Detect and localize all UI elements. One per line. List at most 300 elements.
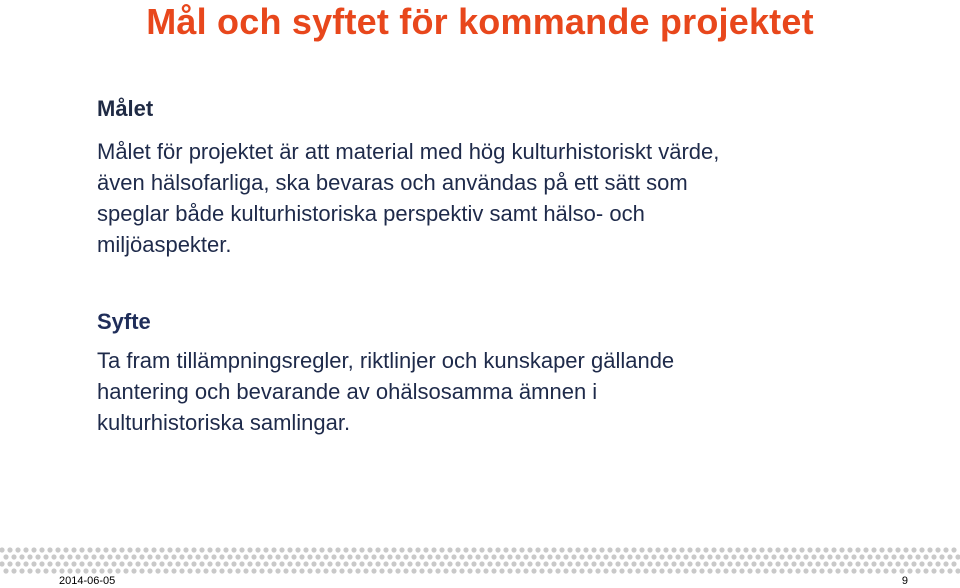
decorative-dot — [815, 547, 820, 552]
decorative-dot — [403, 554, 408, 559]
decorative-dot — [651, 554, 656, 559]
decorative-dot — [683, 554, 688, 559]
decorative-dot — [295, 547, 300, 552]
decorative-dot — [875, 554, 880, 559]
decorative-dot — [907, 554, 912, 559]
decorative-dot — [315, 568, 320, 573]
decorative-dot — [99, 568, 104, 573]
decorative-dot — [399, 561, 404, 566]
decorative-dot — [435, 568, 440, 573]
decorative-dot — [543, 547, 548, 552]
decorative-dot — [795, 568, 800, 573]
decorative-dot — [631, 547, 636, 552]
decorative-dot — [807, 561, 812, 566]
decorative-dot — [927, 547, 932, 552]
decorative-dot — [331, 568, 336, 573]
decorative-dot — [891, 568, 896, 573]
decorative-dot — [635, 554, 640, 559]
section-heading-syfte: Syfte — [97, 309, 151, 334]
decorative-dot — [539, 568, 544, 573]
decorative-dot — [475, 568, 480, 573]
decorative-dot — [827, 554, 832, 559]
decorative-dot — [379, 554, 384, 559]
decorative-dot — [0, 547, 5, 552]
decorative-dot — [919, 561, 924, 566]
decorative-dot — [639, 561, 644, 566]
decorative-dot — [479, 561, 484, 566]
decorative-dot — [375, 547, 380, 552]
decorative-dot — [115, 554, 120, 559]
decorative-dot — [83, 568, 88, 573]
decorative-dot — [839, 547, 844, 552]
decorative-dot — [387, 568, 392, 573]
decorative-dot — [775, 547, 780, 552]
decorative-dot — [667, 568, 672, 573]
decorative-dot — [419, 554, 424, 559]
decorative-dot — [123, 554, 128, 559]
decorative-dot — [835, 568, 840, 573]
decorative-dot — [875, 568, 880, 573]
decorative-dot — [143, 547, 148, 552]
decorative-dot — [115, 568, 120, 573]
decorative-dot — [859, 554, 864, 559]
decorative-dot — [383, 547, 388, 552]
decorative-dot — [263, 561, 268, 566]
decorative-dot — [147, 568, 152, 573]
decorative-dot — [811, 554, 816, 559]
decorative-dot — [83, 554, 88, 559]
decorative-dot — [543, 561, 548, 566]
decorative-dot — [391, 561, 396, 566]
decorative-dot — [299, 554, 304, 559]
decorative-dot — [843, 568, 848, 573]
decorative-dot — [335, 547, 340, 552]
decorative-dot — [343, 547, 348, 552]
decorative-dot — [571, 568, 576, 573]
decorative-dot — [595, 568, 600, 573]
decorative-dot — [279, 547, 284, 552]
decorative-dot — [463, 547, 468, 552]
decorative-dot — [819, 568, 824, 573]
decorative-dot — [887, 561, 892, 566]
footer-page-number: 9 — [901, 575, 908, 587]
decorative-dot — [447, 547, 452, 552]
decorative-dot — [579, 554, 584, 559]
slide-title: Mål och syftet för kommande projektet — [146, 1, 814, 42]
decorative-dot — [415, 547, 420, 552]
decorative-dot — [179, 554, 184, 559]
decorative-dot — [131, 554, 136, 559]
decorative-dot — [431, 547, 436, 552]
decorative-dot — [683, 568, 688, 573]
decorative-dot — [955, 568, 960, 573]
decorative-dot — [799, 547, 804, 552]
decorative-dot — [135, 561, 140, 566]
decorative-dot — [55, 561, 60, 566]
decorative-dot — [883, 554, 888, 559]
decorative-dot — [791, 547, 796, 552]
decorative-dot — [403, 568, 408, 573]
decorative-dot — [439, 561, 444, 566]
decorative-dot — [511, 561, 516, 566]
decorative-dot — [39, 561, 44, 566]
decorative-dot — [627, 568, 632, 573]
decorative-dot — [855, 547, 860, 552]
decorative-dot — [7, 561, 12, 566]
decorative-dot — [255, 561, 260, 566]
decorative-dot — [87, 561, 92, 566]
decorative-dot — [867, 554, 872, 559]
decorative-dot — [395, 554, 400, 559]
decorative-dot — [295, 561, 300, 566]
decorative-dot — [371, 554, 376, 559]
decorative-dot — [643, 568, 648, 573]
decorative-dot — [899, 554, 904, 559]
decorative-dot — [251, 554, 256, 559]
decorative-dot — [375, 561, 380, 566]
decorative-dot — [331, 554, 336, 559]
decorative-dot — [431, 561, 436, 566]
decorative-dot — [715, 568, 720, 573]
decorative-dot — [803, 568, 808, 573]
decorative-dot — [307, 554, 312, 559]
decorative-dot — [47, 547, 52, 552]
decorative-dot — [659, 568, 664, 573]
decorative-dot — [499, 568, 504, 573]
decorative-dot — [423, 561, 428, 566]
decorative-dot — [871, 561, 876, 566]
decorative-dot — [411, 568, 416, 573]
decorative-dot — [899, 568, 904, 573]
decorative-dot — [187, 554, 192, 559]
decorative-dot — [847, 547, 852, 552]
decorative-dot — [599, 547, 604, 552]
decorative-dot — [519, 547, 524, 552]
decorative-dot — [75, 568, 80, 573]
decorative-dot — [507, 554, 512, 559]
decorative-dot — [163, 554, 168, 559]
decorative-dot — [763, 568, 768, 573]
decorative-dot — [287, 547, 292, 552]
decorative-dot — [99, 554, 104, 559]
decorative-dot — [863, 547, 868, 552]
decorative-dot — [167, 547, 172, 552]
decorative-dot — [43, 568, 48, 573]
decorative-dot — [395, 568, 400, 573]
decorative-dot — [515, 554, 520, 559]
decorative-dot — [623, 561, 628, 566]
decorative-dot — [687, 561, 692, 566]
decorative-dot — [419, 568, 424, 573]
decorative-dot — [139, 568, 144, 573]
decorative-dot — [319, 547, 324, 552]
decorative-dot — [583, 561, 588, 566]
decorative-dot — [679, 547, 684, 552]
decorative-dot — [879, 547, 884, 552]
decorative-dot — [171, 554, 176, 559]
decorative-dot — [471, 547, 476, 552]
decorative-dot — [107, 568, 112, 573]
decorative-dot — [931, 568, 936, 573]
decorative-dot — [451, 554, 456, 559]
decorative-dot — [915, 554, 920, 559]
decorative-dot — [743, 561, 748, 566]
decorative-dot — [171, 568, 176, 573]
decorative-dot — [27, 554, 32, 559]
decorative-dot — [127, 547, 132, 552]
decorative-dot — [667, 554, 672, 559]
decorative-dot — [59, 568, 64, 573]
decorative-dot — [483, 568, 488, 573]
decorative-dot — [779, 554, 784, 559]
body-line: även hälsofarliga, ska bevaras och användas på ett sätt som — [97, 170, 688, 195]
decorative-dot — [751, 561, 756, 566]
section-body-syfte — [97, 345, 917, 438]
decorative-dot — [131, 568, 136, 573]
decorative-dot — [95, 561, 100, 566]
decorative-dot — [755, 568, 760, 573]
decorative-dot — [103, 561, 108, 566]
decorative-dot — [467, 554, 472, 559]
decorative-dot — [767, 561, 772, 566]
decorative-dot — [883, 568, 888, 573]
decorative-dot — [391, 547, 396, 552]
decorative-dot — [147, 554, 152, 559]
decorative-dot — [775, 561, 780, 566]
decorative-dot — [799, 561, 804, 566]
decorative-dot — [819, 554, 824, 559]
decorative-dot — [607, 547, 612, 552]
decorative-dot — [231, 547, 236, 552]
decorative-dot — [863, 561, 868, 566]
decorative-dot — [787, 554, 792, 559]
decorative-dot — [695, 547, 700, 552]
decorative-dot — [887, 547, 892, 552]
decorative-dot — [459, 568, 464, 573]
decorative-dot — [231, 561, 236, 566]
decorative-dot — [795, 554, 800, 559]
decorative-dot — [23, 547, 28, 552]
decorative-dot — [803, 554, 808, 559]
decorative-dot — [871, 547, 876, 552]
decorative-dot — [531, 568, 536, 573]
decorative-dot — [63, 561, 68, 566]
decorative-dot — [339, 568, 344, 573]
decorative-dot — [507, 568, 512, 573]
decorative-dot — [159, 561, 164, 566]
decorative-dot — [0, 561, 5, 566]
decorative-dot — [551, 561, 556, 566]
decorative-dot — [303, 547, 308, 552]
decorative-dot — [843, 554, 848, 559]
decorative-dot — [551, 547, 556, 552]
decorative-dot — [235, 554, 240, 559]
decorative-dot — [19, 568, 24, 573]
decorative-dot — [367, 561, 372, 566]
decorative-dot — [327, 561, 332, 566]
decorative-dot — [635, 568, 640, 573]
decorative-dot — [719, 561, 724, 566]
decorative-dot — [123, 568, 128, 573]
decorative-dot — [791, 561, 796, 566]
decorative-dot — [239, 561, 244, 566]
decorative-dot — [587, 568, 592, 573]
decorative-dot — [11, 568, 16, 573]
decorative-dot — [347, 568, 352, 573]
decorative-dot — [743, 547, 748, 552]
decorative-dot — [491, 568, 496, 573]
decorative-dot — [783, 561, 788, 566]
decorative-dot — [503, 547, 508, 552]
decorative-dot — [467, 568, 472, 573]
decorative-dot — [455, 561, 460, 566]
decorative-dot — [711, 561, 716, 566]
decorative-dot — [567, 561, 572, 566]
decorative-dot — [679, 561, 684, 566]
decorative-dot — [619, 554, 624, 559]
decorative-dot — [859, 568, 864, 573]
decorative-dot — [211, 554, 216, 559]
decorative-dot — [203, 568, 208, 573]
decorative-dot — [359, 547, 364, 552]
decorative-dot — [703, 547, 708, 552]
decorative-dot — [523, 554, 528, 559]
decorative-dot — [707, 554, 712, 559]
decorative-dot — [867, 568, 872, 573]
decorative-dot — [267, 568, 272, 573]
decorative-dot — [475, 554, 480, 559]
decorative-dot — [219, 554, 224, 559]
decorative-dot — [631, 561, 636, 566]
decorative-dot — [51, 554, 56, 559]
decorative-dot — [547, 568, 552, 573]
decorative-dot — [459, 554, 464, 559]
decorative-dot — [443, 554, 448, 559]
decorative-dot — [931, 554, 936, 559]
decorative-dot — [415, 561, 420, 566]
decorative-dot — [527, 547, 532, 552]
decorative-dot — [239, 547, 244, 552]
decorative-dot — [911, 561, 916, 566]
decorative-dot — [303, 561, 308, 566]
decorative-dot — [343, 561, 348, 566]
decorative-dot — [891, 554, 896, 559]
decorative-dot — [483, 554, 488, 559]
decorative-dot — [79, 561, 84, 566]
decorative-dot — [447, 561, 452, 566]
decorative-dot — [739, 568, 744, 573]
decorative-dot — [335, 561, 340, 566]
decorative-dot — [847, 561, 852, 566]
decorative-dot — [151, 561, 156, 566]
decorative-dot — [591, 547, 596, 552]
section-heading-malet: Målet — [97, 96, 154, 121]
decorative-dot — [227, 568, 232, 573]
decorative-dot — [503, 561, 508, 566]
decorative-dot — [575, 561, 580, 566]
decorative-dot — [87, 547, 92, 552]
decorative-dot — [103, 547, 108, 552]
decorative-dot — [351, 561, 356, 566]
decorative-dot — [691, 568, 696, 573]
decorative-dot — [463, 561, 468, 566]
decorative-dot — [95, 547, 100, 552]
decorative-dot — [687, 547, 692, 552]
decorative-dot — [615, 547, 620, 552]
decorative-dot — [327, 547, 332, 552]
decorative-dot — [935, 561, 940, 566]
decorative-dot — [547, 554, 552, 559]
decorative-dot — [895, 547, 900, 552]
decorative-dot — [559, 561, 564, 566]
decorative-dot — [135, 547, 140, 552]
decorative-dot — [907, 568, 912, 573]
decorative-dot — [363, 568, 368, 573]
decorative-dot — [323, 568, 328, 573]
decorative-dot — [591, 561, 596, 566]
decorative-dot — [563, 554, 568, 559]
decorative-dot — [511, 547, 516, 552]
decorative-dot — [759, 561, 764, 566]
body-line: speglar både kulturhistoriska perspektiv samt hälso- och — [97, 201, 645, 226]
decorative-dot — [259, 568, 264, 573]
decorative-dots-strip — [0, 546, 960, 574]
decorative-dot — [271, 561, 276, 566]
decorative-dot — [879, 561, 884, 566]
decorative-dot — [259, 554, 264, 559]
decorative-dot — [495, 561, 500, 566]
decorative-dot — [43, 554, 48, 559]
decorative-dot — [487, 547, 492, 552]
decorative-dot — [323, 554, 328, 559]
decorative-dot — [307, 568, 312, 573]
decorative-dot — [535, 547, 540, 552]
decorative-dot — [487, 561, 492, 566]
decorative-dot — [951, 547, 956, 552]
decorative-dot — [275, 568, 280, 573]
decorative-dot — [619, 568, 624, 573]
decorative-dot — [559, 547, 564, 552]
decorative-dot — [839, 561, 844, 566]
decorative-dot — [319, 561, 324, 566]
decorative-dot — [23, 561, 28, 566]
decorative-dot — [271, 547, 276, 552]
decorative-dot — [247, 547, 252, 552]
decorative-dot — [275, 554, 280, 559]
decorative-dot — [187, 568, 192, 573]
decorative-dot — [383, 561, 388, 566]
decorative-dot — [923, 568, 928, 573]
decorative-dot — [563, 568, 568, 573]
body-line: kulturhistoriska samlingar. — [97, 410, 351, 435]
decorative-dot — [31, 561, 36, 566]
decorative-dot — [35, 554, 40, 559]
decorative-dot — [779, 568, 784, 573]
decorative-dot — [927, 561, 932, 566]
decorative-dot — [715, 554, 720, 559]
decorative-dot — [691, 554, 696, 559]
body-line: Målet för projektet är att material med hög kulturhistoriskt värde, — [97, 139, 720, 164]
decorative-dot — [235, 568, 240, 573]
decorative-dot — [75, 554, 80, 559]
decorative-dot — [831, 561, 836, 566]
decorative-dot — [851, 554, 856, 559]
decorative-dot — [63, 547, 68, 552]
decorative-dot — [215, 547, 220, 552]
decorative-dot — [527, 561, 532, 566]
decorative-dot — [311, 547, 316, 552]
decorative-dot — [435, 554, 440, 559]
